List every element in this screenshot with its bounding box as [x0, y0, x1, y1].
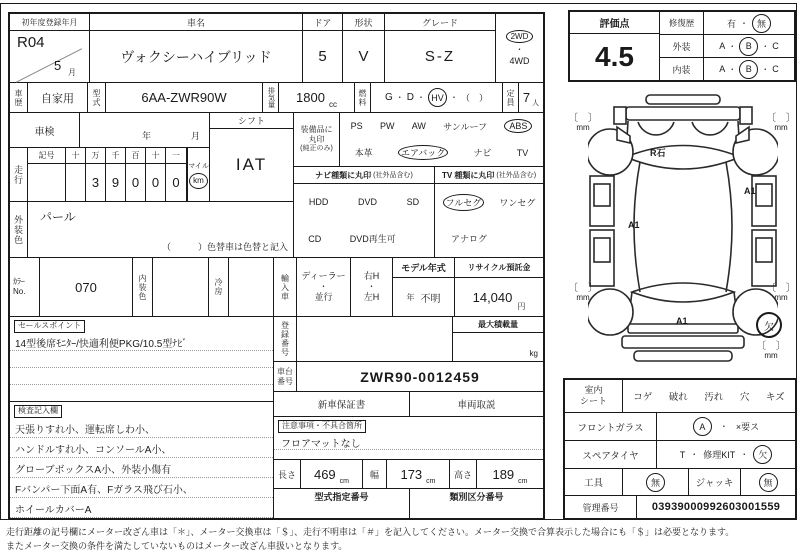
shift-label: シフト	[210, 113, 293, 129]
length-label: 長さ	[274, 460, 301, 488]
inspection-note-line: ホイールカバーA	[10, 498, 273, 518]
reg-no-value	[297, 317, 453, 361]
seat-option: 汚れ	[704, 392, 724, 403]
tread-field-front-right	[764, 114, 798, 132]
tools-value: 無	[650, 477, 660, 488]
caution-label: 注意事項・不具合箇所	[278, 420, 366, 433]
dot-separator: ・	[728, 41, 737, 51]
reg-month-unit: 月	[68, 68, 76, 77]
inspection-note-line: グローブボックスA小、外装小傷有	[10, 458, 273, 478]
recycle-label: リサイクル預託金	[455, 258, 543, 278]
seat-option: 穴	[739, 392, 750, 403]
dot-separator: ・	[761, 64, 770, 74]
row-inspection-equipment	[10, 113, 543, 258]
odometer-km-label: km	[193, 176, 204, 185]
exterior-color-value: パール	[40, 210, 76, 224]
class-number-label: 類別区分番号	[449, 492, 504, 502]
seat-option: 破れ	[668, 392, 688, 403]
row-model-code	[10, 83, 543, 113]
equipment-label-note: (純正のみ)	[300, 145, 333, 153]
odometer-col-header: 十	[66, 148, 86, 163]
grade-a: A	[719, 41, 726, 51]
import-left-h: 左H	[363, 291, 380, 302]
inspection-note-line: 天張りすれ小、運転席しわ小、	[10, 418, 273, 438]
interior-color-label: 内装色	[133, 258, 153, 316]
equipment-item: エアバック	[400, 148, 446, 159]
sales-blank-line	[10, 385, 273, 401]
main-table	[8, 12, 545, 520]
damage-mark-windshield: R石	[650, 148, 666, 158]
circle-mark-missing	[756, 312, 782, 338]
circle-mark-airbag	[398, 145, 448, 160]
odometer-col-header: 千	[106, 148, 126, 163]
nav-item: DVD再生可	[349, 234, 396, 245]
width-value: 173	[400, 466, 423, 482]
rating-box	[568, 10, 796, 82]
circle-mark-interior-b	[739, 60, 758, 79]
damage-mark-left: A1	[628, 220, 640, 230]
equipment-item: AW	[411, 121, 426, 132]
car-name-label: 車名	[90, 14, 302, 31]
dot-separator: ・	[367, 282, 376, 292]
tread-unit: mm	[764, 351, 778, 360]
tread-unit: mm	[774, 123, 788, 132]
history-label: 車歴	[10, 83, 28, 112]
dot-separator: ・	[728, 64, 737, 74]
circle-mark-abs-equip	[504, 119, 532, 133]
repair-history-label: 修復歴	[660, 12, 704, 34]
dot-separator: ・	[761, 41, 770, 51]
tv-note: (社外品含む)	[496, 172, 537, 179]
capacity-unit: 人	[532, 100, 540, 107]
height-value: 189	[492, 466, 515, 482]
odometer-symbol-label: 記号	[28, 148, 66, 163]
reg-month: 5	[54, 58, 62, 73]
height-label: 高さ	[450, 460, 477, 488]
seat-option: キズ	[765, 392, 785, 403]
tread-bracket: 〔 〕	[568, 283, 598, 294]
fuel-label: 燃料	[355, 83, 371, 112]
control-no-value: 03939000992603001559	[651, 501, 781, 513]
dot-separator: ・	[690, 450, 699, 459]
chassis-no: ZWR90-0012459	[360, 368, 480, 385]
model-code-label: 型式	[88, 83, 106, 112]
fuel-g: G	[384, 92, 393, 103]
capacity-label: 定員	[503, 83, 519, 112]
nav-item: SD	[406, 197, 420, 208]
car-name: ヴォクシーハイブリッド	[120, 48, 272, 65]
odometer-col-header: 一	[172, 151, 180, 160]
odometer-col-header: 百	[126, 148, 146, 163]
drive-2wd: 2WD	[510, 32, 529, 41]
model-year-unit: 年	[406, 292, 415, 302]
color-no-label-1: ｶﾗｰ	[13, 276, 25, 286]
displacement-unit: cc	[328, 100, 337, 109]
fuel-other: （ ）	[461, 93, 489, 103]
circle-mark-glass-a	[693, 417, 712, 436]
circle-mark-spare-missing	[753, 445, 772, 464]
equipment-item: サンルーフ	[443, 121, 488, 132]
reg-no-label: 登録番号	[274, 317, 297, 361]
inspection-note-line: ハンドルすれ小、コンソールA小、	[10, 438, 273, 458]
tread-bracket: 〔 〕	[766, 283, 796, 294]
nav-item: HDD	[308, 197, 329, 208]
interior-grade-label: 内装	[660, 58, 704, 80]
dot-separator: ・	[719, 422, 728, 431]
circle-mark-no-repair	[752, 14, 771, 33]
odometer-digit: 3	[86, 164, 106, 201]
model-year-value: 不明	[420, 293, 441, 305]
seat-label-2: シート	[579, 396, 607, 406]
odometer-digit: 0	[126, 164, 146, 201]
repair-yes: 有	[726, 18, 736, 29]
windshield-x: ×要ス	[735, 422, 760, 432]
capacity-value: 7	[522, 90, 531, 105]
equipment-item: PW	[379, 121, 395, 132]
import-label: 輸入車	[274, 258, 297, 316]
reg-era: R04	[17, 34, 45, 51]
dot-separator: ・	[740, 18, 748, 28]
spare-missing: 欠	[758, 450, 768, 460]
tv-item: アナログ	[451, 234, 488, 245]
tv-item: フルセグ	[445, 197, 482, 208]
type-designation-label: 型式指定番号	[314, 492, 369, 502]
exterior-color-note: （ ）色替車は色替と記入	[161, 242, 288, 252]
equipment-label-1: 装備品に	[300, 125, 333, 135]
dot-separator: ・	[740, 450, 749, 459]
color-no-label-2: No.	[13, 287, 26, 296]
tread-field-spare	[754, 342, 788, 360]
dot-separator: ・	[319, 282, 328, 292]
displacement-label: 排気量	[263, 83, 279, 112]
shift-value: IAT	[235, 155, 268, 174]
history-value: 自家用	[28, 83, 88, 112]
grade-c: C	[772, 64, 779, 74]
fuel-hv: HV	[431, 92, 444, 103]
missing-mark: 欠	[764, 321, 774, 333]
nav-item: DVD	[357, 197, 377, 208]
tread-bracket: 〔 〕	[568, 113, 598, 124]
odometer-digit: 9	[106, 164, 126, 201]
exterior-color-label: 外装色	[10, 202, 28, 257]
footer-note-line1: 走行距離の記号欄にメーター改ざん車は「＊」、メーター交換車は「＄」、走行不明車は「＃」を記入してください。メーター交換で合算表示した場合にも「＄」は必要となります。	[6, 527, 735, 537]
shape-label: 形状	[343, 14, 384, 31]
grade-b: B	[745, 41, 752, 51]
door-value: 5	[318, 48, 327, 65]
tread-field-rear-right	[764, 284, 798, 302]
equipment-item: ABS	[509, 121, 528, 132]
seat-label-1: 室内	[584, 384, 603, 395]
condition-table	[563, 378, 797, 520]
shaken-month-unit: 月	[190, 131, 200, 141]
inspection-note-line: Fバンパー下面A有、Fガラス飛び石小、	[10, 478, 273, 498]
grade-label: グレード	[385, 14, 495, 31]
row-vehicle-header	[10, 14, 543, 83]
windshield-a: A	[699, 421, 706, 432]
length-value: 469	[313, 466, 336, 482]
equipment-label-2: 丸印	[308, 135, 325, 145]
color-no-value: 070	[40, 258, 133, 316]
sales-point-text: 14型後席ﾓﾆﾀｰ/快適利便PKG/10.5型ﾅﾋﾞ	[10, 333, 273, 351]
control-no-label: 管理番号	[565, 496, 637, 518]
tread-bracket: 〔 〕	[756, 341, 786, 352]
tread-unit: mm	[576, 123, 590, 132]
shape-value: V	[358, 48, 369, 65]
model-code-value: 6AA-ZWR90W	[106, 83, 263, 112]
spare-t: T	[679, 449, 686, 460]
damage-mark-rear: A1	[676, 316, 688, 326]
manual-label: 車両取説	[457, 400, 496, 411]
equipment-item: TV	[516, 147, 529, 158]
tread-field-front-left	[566, 114, 600, 132]
car-damage-diagram	[570, 88, 796, 376]
dot-separator: ・	[515, 45, 524, 54]
grade-value: S-Z	[424, 48, 456, 65]
width-unit: cm	[426, 478, 436, 485]
dot-separator: ・	[417, 93, 425, 102]
exterior-grade-label: 外装	[660, 35, 704, 57]
tread-field-rear-left	[566, 284, 600, 302]
circle-mark-2wd	[506, 30, 534, 43]
max-load-label: 最大積載量	[453, 317, 543, 333]
circle-mark-fullseg	[443, 194, 485, 211]
grade-b: B	[745, 64, 752, 74]
reg-date-label: 初年度登録年月	[10, 14, 89, 31]
height-unit: cm	[518, 478, 528, 485]
dot-separator: ・	[450, 93, 458, 102]
inspection-notes-label: 検査記入欄	[14, 405, 62, 418]
tread-unit: mm	[774, 293, 788, 302]
odometer-symbol-value	[28, 164, 66, 201]
tools-label: 工具	[565, 469, 623, 495]
chassis-label-1: 車台	[277, 366, 293, 376]
circle-mark-hv	[428, 88, 447, 107]
spare-kit: 修理KIT	[703, 450, 736, 460]
grade-c: C	[772, 41, 779, 51]
spare-tire-label: スペアタイヤ	[565, 441, 657, 468]
recycle-unit: 円	[517, 302, 526, 311]
chassis-label-2: 番号	[277, 376, 293, 386]
rating-label: 評価点	[570, 12, 659, 34]
nav-note: (社外品含む)	[373, 172, 413, 179]
sales-point-label: セールスポイント	[14, 320, 85, 333]
repair-no: 無	[756, 18, 766, 29]
circle-mark-tools-none	[646, 473, 665, 492]
fuel-d: D	[406, 92, 414, 103]
odometer-digit: 0	[172, 175, 180, 190]
interior-color-value	[153, 258, 209, 316]
damage-mark-right: A1	[744, 186, 756, 196]
warranty-label: 新車保証書	[274, 392, 410, 416]
seat-option: コゲ	[633, 392, 653, 403]
odometer-col-header: 十	[146, 148, 166, 163]
windshield-label: フロントガラス	[565, 413, 657, 440]
caution-text: フロアマットなし	[274, 433, 543, 450]
equipment-item: ナビ	[473, 148, 492, 159]
displacement-value: 1800	[296, 90, 325, 105]
shaken-label: 車検	[10, 113, 80, 147]
equipment-item: 本革	[354, 148, 373, 159]
car-topview-outline	[588, 94, 778, 370]
drive-4wd: 4WD	[509, 56, 530, 66]
caution-blank	[274, 450, 543, 459]
odometer-label: 走行	[10, 148, 28, 201]
shaken-year-unit: 年	[142, 131, 152, 141]
import-right-h: 右H	[363, 271, 380, 282]
footer-note-line2: またメーター交換の条件を満たしていないものはメーター改ざん車扱いとなります。	[6, 541, 348, 551]
circle-mark-exterior-b	[739, 37, 758, 56]
nav-title: ナビ種類に丸印	[315, 170, 372, 180]
grade-a: A	[719, 64, 726, 74]
max-load-unit: kg	[529, 349, 538, 358]
jack-label: ジャッキ	[689, 469, 741, 495]
equipment-item: PS	[350, 121, 363, 132]
circle-mark-km	[189, 173, 208, 189]
length-unit: cm	[339, 478, 350, 485]
odometer-col-header: 万	[86, 148, 106, 163]
odometer-mile-label: マイル	[188, 162, 209, 170]
import-parallel: 並行	[314, 291, 333, 302]
import-dealer: ディーラー	[301, 271, 346, 282]
row-color-import	[10, 258, 543, 317]
tread-bracket: 〔 〕	[766, 113, 796, 124]
row-notes	[10, 317, 543, 518]
jack-value: 無	[763, 477, 773, 488]
nav-item: CD	[308, 233, 322, 244]
aircon-value	[229, 258, 274, 316]
tv-item: ワンセグ	[499, 197, 536, 208]
aircon-label: 冷房	[209, 258, 229, 316]
tread-unit: mm	[576, 293, 590, 302]
tv-title: TV 種類に丸印	[441, 170, 495, 180]
model-year-label: モデル年式	[393, 258, 454, 278]
odometer-digit	[66, 164, 86, 201]
width-label: 幅	[363, 460, 387, 488]
recycle-value: 14,040	[472, 289, 513, 305]
sales-blank-line	[10, 351, 273, 368]
rating-score: 4.5	[595, 41, 634, 72]
sales-blank-line	[10, 368, 273, 385]
door-label: ドア	[303, 14, 342, 31]
odometer-digit: 0	[146, 164, 166, 201]
dot-separator: ・	[395, 93, 404, 102]
circle-mark-jack-none	[759, 473, 778, 492]
